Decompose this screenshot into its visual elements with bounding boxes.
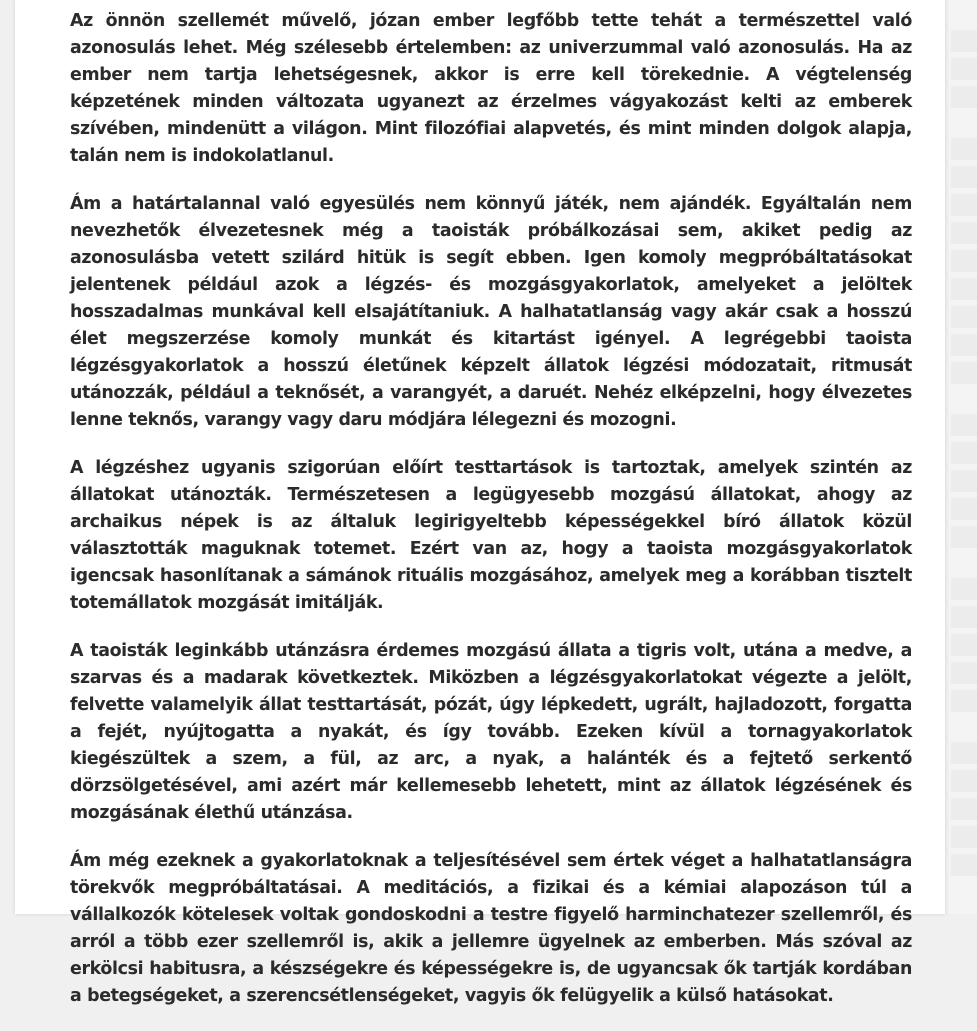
sidebar-block xyxy=(951,194,977,216)
sidebar-block xyxy=(951,826,977,848)
sidebar-block xyxy=(951,634,977,656)
paragraph-5: Ám még ezeknek a gyakorlatoknak a teljesítésével sem értek véget a halhatatlanságra törekvők megpróbáltatásai. A meditációs, a fizikai és a kémiai alapozáson túl a vállalkozók kötelesek voltak gondoskodni a testre figyelő harminchatezer szellemről, és arról a több ezer szellemről is, akik a jellemre ügyelnek az emberben. Más szóval az erkölcsi habitusra, a készségekre és képességekre is, de ugyancsak ők tartják kordában a betegségeket, a szerencsétlenségeket, vagyis ők felügyelik a külső hatásokat. xyxy=(70,851,912,1006)
sidebar-block xyxy=(951,362,977,384)
paragraph-2: Ám a határtalannal való egyesülés nem könnyű játék, nem ajándék. Egyáltalán nem nevezhetők élvezetesnek még a taoisták próbálkozásai sem, akiket pedig az azonosulásba vetett szilárd hitük is segít ebben. Igen komoly megpróbáltatásokat jelentenek például azok a légzés- és mozgásgyakorlatok, amelyeket a jelöltek hosszadalmas munkával kell elsajátítaniuk. A halhatatlanság vagy akár csak a hosszú élet megszerzése komoly munkát és kitartást igényel. A legrégebbi taoista légzésgyakorlatok a hosszú életűnek képzelt állatok légzési módozatait, ritmusát utánozzák, például a teknősét, a varangyét, a daruét. Nehéz elképzelni, hogy élvezetes lenne teknős, varangy vagy daru módjára lélegezni és mozogni. xyxy=(70,194,912,430)
sidebar-block xyxy=(951,306,977,328)
sidebar-block xyxy=(951,662,977,684)
sidebar-block xyxy=(951,138,977,160)
sidebar-block xyxy=(951,30,977,52)
sidebar-block xyxy=(951,334,977,356)
sidebar-block xyxy=(951,166,977,188)
content-page xyxy=(15,0,945,1006)
paragraph-4: A taoisták leginkább utánzásra érdemes mozgású állata a tigris volt, utána a medve, a szarvas és a madarak következtek. Miközben a légzésgyakorlatokat végezte a jelölt, felvette valamelyik állat testtartását, pózát, úgy lépkedett, ugrált, hajladozott, forgatta a fejét, nyújtogatta a nyakát, és így tovább. Ezeken kívül a tornagyakorlatok kiegészültek a szem, a fül, az arc, a nyak, a halánték és a fejtető serkentő dörzsölgetésével, ami azért már kellemesebb lehetett, mint az állatok légzésének és mozgásának élethű utánzása. xyxy=(70,641,912,823)
sidebar-block xyxy=(951,526,977,548)
sidebar-block xyxy=(951,578,977,600)
sidebar-block xyxy=(951,854,977,876)
sidebar-block xyxy=(951,470,977,492)
sidebar-block xyxy=(951,690,977,712)
sidebar-block xyxy=(951,86,977,108)
sidebar-block xyxy=(951,222,977,244)
article-body xyxy=(70,8,912,1031)
right-sidebar xyxy=(949,0,977,914)
sidebar-block xyxy=(951,414,977,436)
sidebar-block xyxy=(951,798,977,820)
sidebar-block xyxy=(951,442,977,464)
sidebar-block xyxy=(951,58,977,80)
sidebar-block xyxy=(951,770,977,792)
sidebar-block xyxy=(951,250,977,272)
paragraph-3: A légzéshez ugyanis szigorúan előírt testtartások is tartoztak, amelyek szintén az állatokat utánozták. Természetesen a legügyesebb mozgású állatokat, ahogy az archaikus népek is az általuk legirigyeltebb képességekkel bíró állatok közül választották maguknak totemet. Ezért van az, hogy a taoista mozgásgyakorlatok igencsak hasonlítanak a sámánok rituális mozgásához, amelyek meg a korábban tisztelt totemállatok mozgását imitálják. xyxy=(70,458,912,613)
sidebar-block xyxy=(951,498,977,520)
paragraph-1: Az önnön szellemét művelő, józan ember legfőbb tette tehát a természettel való azonosulás lehet. Még szélesebb értelemben: az univerzummal való azonosulás. Ha az ember nem tartja lehetségesnek, akkor is erre kell törekednie. A végtelenség képzetének minden változata ugyanezt az érzelmes vágyakozást kelti az emberek szívében, mindenütt a világon. Mint filozófiai alapvetés, és mint minden dolgok alapja, talán nem is indokolatlanul. xyxy=(70,11,912,166)
sidebar-block xyxy=(951,278,977,300)
sidebar-block xyxy=(951,742,977,764)
sidebar-block xyxy=(951,606,977,628)
